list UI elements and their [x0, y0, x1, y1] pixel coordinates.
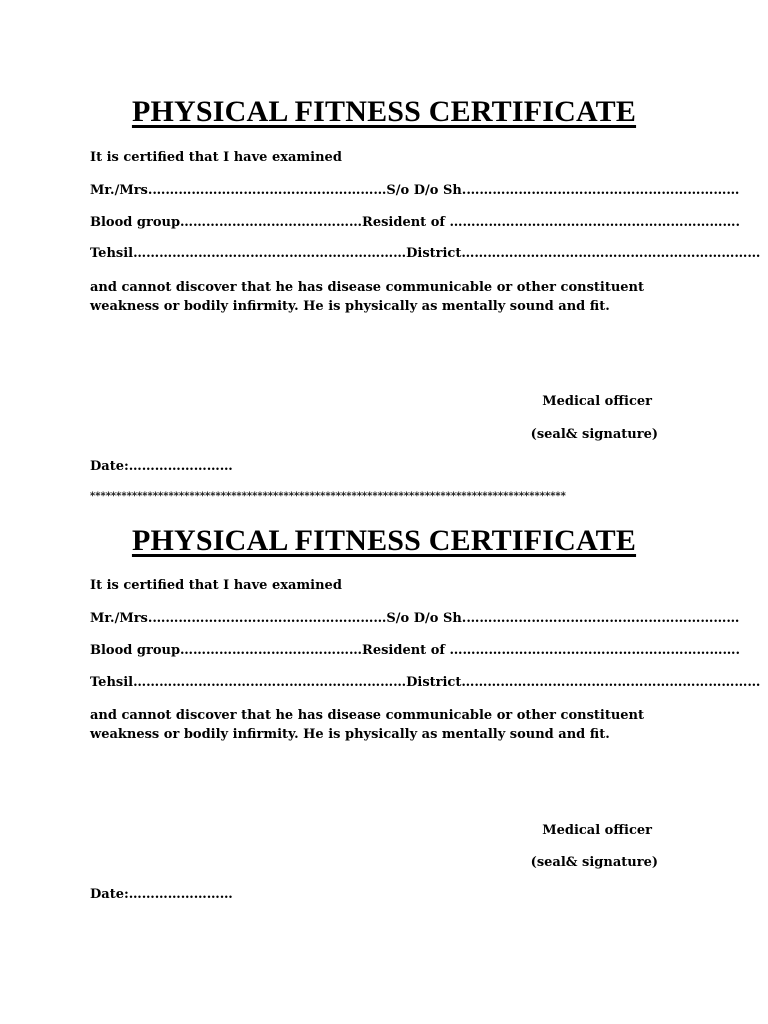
blood-group-line: Blood group……………………………………Resident of …………………………………………………………. [90, 643, 741, 658]
fitness-statement: and cannot discover that he has disease communicable or other constituent weakness or bodily infirmity. He is physically as mentally sound and fit. [90, 280, 645, 314]
blood-group-line: Blood group……………………………………Resident of …………………………………………………………. [90, 215, 741, 230]
intro-text: It is certified that I have examined [90, 150, 342, 165]
fitness-statement: and cannot discover that he has disease communicable or other constituent weakness or bodily infirmity. He is physically as mentally sound and fit. [90, 708, 645, 742]
tehsil-line: Tehsil………………………………………………………District…………………………………………………………… [90, 246, 761, 261]
separator-line: ******************************************************************************************* [90, 491, 566, 502]
seal-signature-label: (seal& signature) [530, 855, 658, 870]
medical-officer-label: Medical officer [542, 823, 652, 838]
certificate-title: PHYSICAL FITNESS CERTIFICATE [131, 524, 637, 557]
name-line: Mr./Mrs.………………………………………………S/o D/o Sh.……………………………………………………… [90, 183, 740, 198]
intro-text: It is certified that I have examined [90, 578, 342, 593]
date-line: Date:…………………… [90, 887, 233, 902]
tehsil-line: Tehsil………………………………………………………District…………………………………………………………… [90, 675, 761, 690]
certificate-title: PHYSICAL FITNESS CERTIFICATE [131, 95, 637, 128]
date-line: Date:…………………… [90, 459, 233, 474]
medical-officer-label: Medical officer [542, 394, 652, 409]
name-line: Mr./Mrs.………………………………………………S/o D/o Sh.……………………………………………………… [90, 611, 740, 626]
seal-signature-label: (seal& signature) [530, 427, 658, 442]
